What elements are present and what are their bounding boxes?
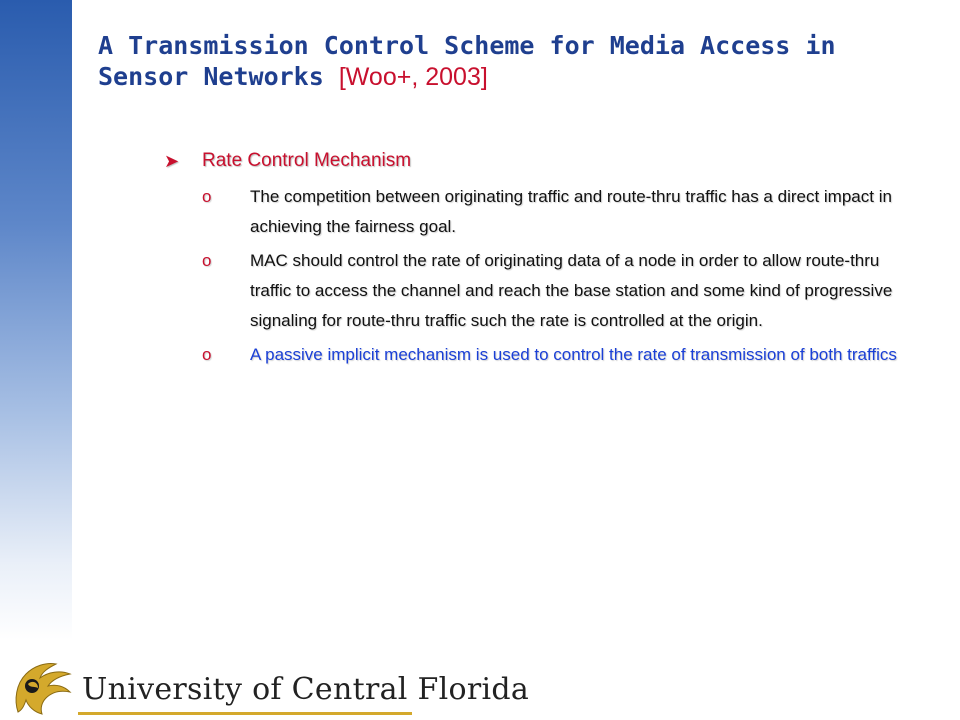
footer-institution: University of Central Florida — [82, 672, 530, 707]
arrow-bullet-icon: ➤ — [164, 151, 180, 171]
main-bullet-text: Rate Control Mechanism — [202, 150, 412, 171]
sub-bullet-list — [156, 182, 916, 370]
sub-bullet-marker: o — [202, 345, 212, 364]
pegasus-logo-icon — [8, 654, 78, 718]
footer-gold-line — [78, 712, 412, 715]
citation: [Woo+, 2003] — [338, 63, 488, 91]
list-item — [156, 246, 916, 336]
title-text: A Transmission Control Scheme for Media Access in Sensor Networks — [98, 31, 836, 91]
main-bullet — [156, 148, 916, 174]
sub-bullet-text: MAC should control the rate of originating data of a node in order to allow route-thru traffic to access the channel and reach the base station and some kind of progressive signaling for route-thru traffic such the rate is controlled at the origin. — [250, 251, 893, 330]
list-item — [156, 182, 916, 242]
sub-bullet-text: The competition between originating traffic and route-thru traffic has a direct impact in achieving the fairness goal. — [250, 187, 892, 236]
sub-bullet-marker: o — [202, 187, 212, 206]
sub-bullet-marker: o — [202, 251, 212, 270]
slide-title — [98, 30, 918, 93]
list-item — [156, 340, 916, 370]
sub-bullet-text: A passive implicit mechanism is used to control the rate of transmission of both traffics — [250, 345, 897, 364]
slide-content — [156, 148, 916, 374]
left-gradient-band — [0, 0, 72, 640]
